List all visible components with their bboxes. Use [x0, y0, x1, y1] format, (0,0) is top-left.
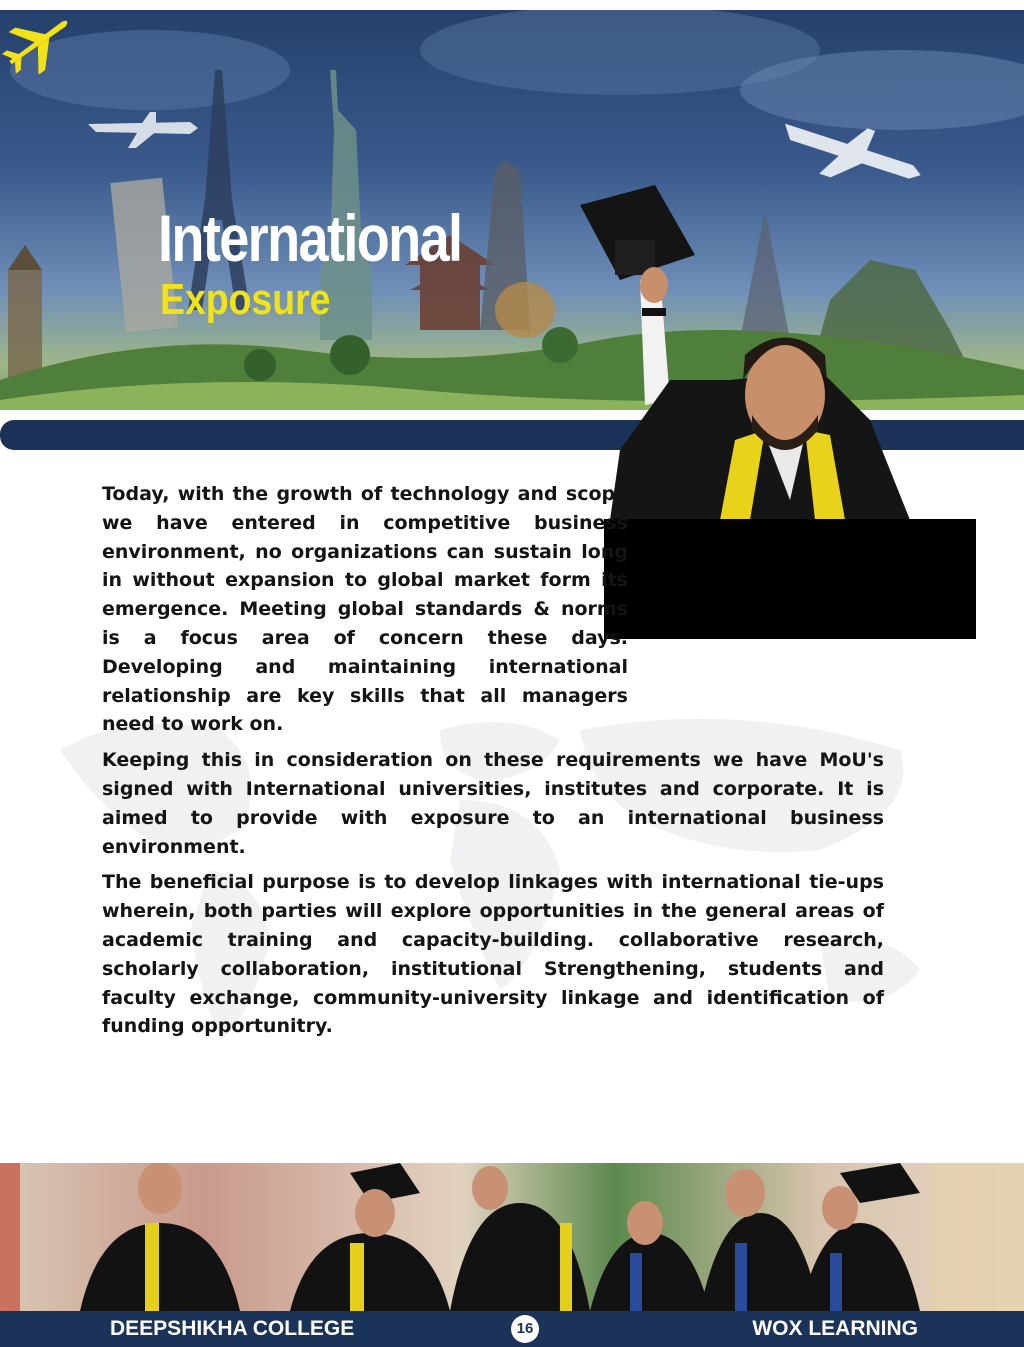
- top-margin: [0, 0, 1024, 10]
- footer-college-name: DEEPSHIKHA COLLEGE: [110, 1317, 355, 1340]
- footer-bar: [0, 1311, 1024, 1347]
- page-subtitle: Exposure: [160, 275, 331, 324]
- graduates-group-photo: [0, 1163, 1024, 1311]
- airplane-icon: [0, 10, 80, 74]
- body-text: [102, 480, 884, 1048]
- footer-brand-name: WOX LEARNING: [752, 1317, 918, 1340]
- graduate-photo: [560, 180, 960, 520]
- paragraph-mou: Keeping this in consideration on these requirements we have MoU's signed with International universities, institutes and corporate. It is aimed to provide with exposure to an international business environment.: [102, 749, 884, 858]
- paragraph-intro: Today, with the growth of technology and scope we have entered in competitive business environment, no organizations can sustain long in without expansion to global market form its emergence. Meeting global standards & norms is a focus area of concern these days. Developing and maintaining international relationship are key skills that all managers need to work on.: [102, 483, 628, 736]
- paragraph-purpose: The beneficial purpose is to develop linkages with international tie-ups wherein, both parties will explore opportunities in the general areas of academic training and capacity-building. collaborative research, scholarly collaboration, institutional Strengthening, students and faculty exchange, community-university linkage and identification of funding opportunitry.: [102, 871, 884, 1038]
- page-number: 16: [511, 1315, 539, 1343]
- page-title: International: [158, 201, 462, 275]
